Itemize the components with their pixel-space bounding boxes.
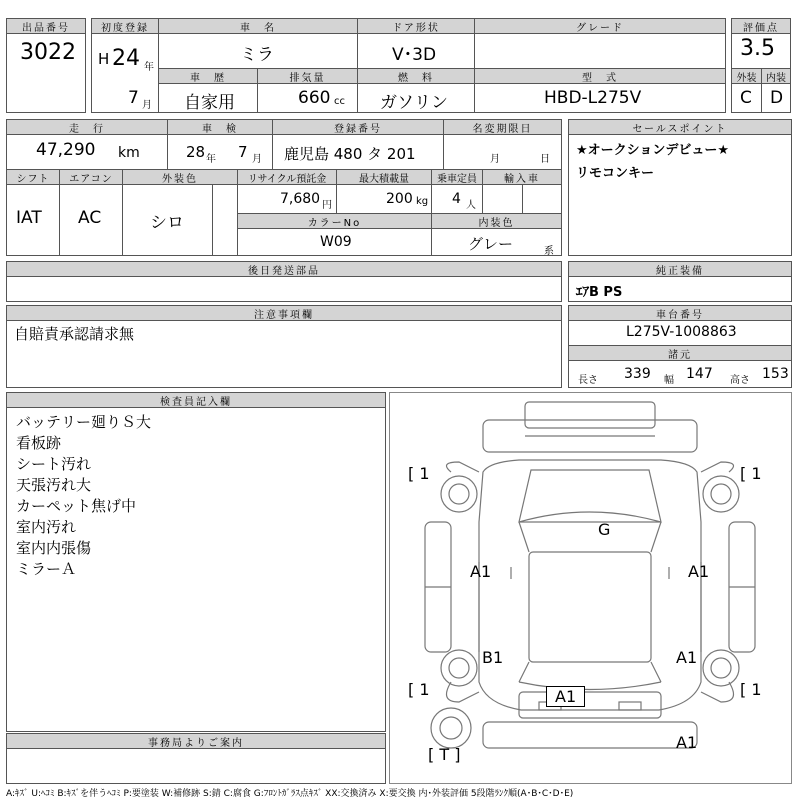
- max-load: 200: [386, 191, 413, 207]
- inspection-month: 7: [238, 143, 248, 161]
- inspector-note: 天張汚れ大: [16, 476, 92, 494]
- interior-grade-header: 内装: [761, 68, 791, 84]
- car-name: ミラ: [240, 45, 274, 65]
- inspector-note: シート汚れ: [16, 455, 92, 473]
- reg-year: 24: [112, 46, 140, 71]
- mark-left-rear: B1: [482, 648, 504, 667]
- later-parts-cell: [6, 276, 562, 302]
- grade-cell: [474, 33, 726, 69]
- displacement: 660: [298, 88, 331, 108]
- fuel: ガソリン: [380, 93, 448, 113]
- mark-rear-right: [ 1: [740, 680, 762, 699]
- inspector-note: カーペット焦げ中: [16, 497, 137, 515]
- height: 153: [762, 366, 789, 382]
- reg-month: 7: [128, 88, 139, 108]
- displacement-unit: cc: [334, 96, 345, 107]
- score: 3.5: [740, 36, 775, 61]
- width-label: 幅: [664, 375, 674, 386]
- deadline-day-unit: 日: [540, 154, 550, 165]
- interior-color-unit: 系: [544, 246, 554, 257]
- inspection-year-unit: 年: [206, 154, 216, 165]
- mark-right-door: A1: [688, 562, 710, 581]
- score-header: 評価点: [731, 18, 791, 34]
- car-name-header: 車 名: [158, 18, 358, 34]
- inspection-header: 車 検: [167, 119, 273, 135]
- lot-number: 3022: [20, 39, 76, 65]
- seats-header: 乗車定員: [431, 169, 483, 185]
- inspector-note: 室内内張傷: [16, 539, 92, 557]
- door-type: V･3D: [392, 45, 437, 65]
- inspector-note: ミラーＡ: [16, 560, 77, 578]
- mark-rear-left: [ 1: [408, 680, 430, 699]
- air-conditioner: AC: [78, 208, 102, 228]
- office-cell: [6, 748, 386, 784]
- later-parts-header: 後日発送部品: [6, 261, 562, 277]
- seats-unit: 人: [466, 200, 476, 211]
- recycle-fee: 7,680: [280, 191, 321, 207]
- color-number-header: カラーNo: [237, 213, 432, 229]
- color-header: 外装色: [122, 169, 238, 185]
- sales-point-line-1: ★オークションデビュー★: [576, 143, 730, 158]
- inspector-header: 検査員記入欄: [6, 392, 386, 408]
- inspector-notes-list: [16, 412, 151, 580]
- lot-number-header: 出品番号: [6, 18, 86, 34]
- mark-front-left: [ 1: [408, 464, 430, 483]
- import-divider: [522, 184, 523, 214]
- mark-rear-bumper-top: A1: [546, 686, 585, 707]
- plate-number: 鹿児島 480 タ 201: [284, 145, 416, 163]
- shift-header: シフト: [6, 169, 60, 185]
- recycle-unit: 円: [322, 200, 332, 211]
- first-registration-header: 初度登録: [91, 18, 159, 34]
- reg-month-unit: 月: [142, 100, 152, 111]
- model-header: 型 式: [474, 68, 726, 84]
- mark-right-rear: A1: [676, 648, 698, 667]
- fuel-header: 燃 料: [357, 68, 475, 84]
- deadline-month-unit: 月: [490, 154, 500, 165]
- max-load-header: 最大積載量: [336, 169, 432, 185]
- exterior-color: シロ: [150, 213, 184, 233]
- inspector-note: 室内汚れ: [16, 518, 77, 536]
- equipment: ｴｱB PS: [576, 285, 623, 300]
- interior-color: グレー: [468, 235, 514, 253]
- sales-point-header: セールスポイント: [568, 119, 792, 135]
- color-number: W09: [320, 234, 352, 250]
- office-header: 事務局よりご案内: [6, 733, 386, 749]
- plate-header: 登録番号: [272, 119, 444, 135]
- length-label: 長さ: [578, 375, 598, 386]
- door-header: ドア形状: [357, 18, 475, 34]
- inspector-note: 看板跡: [16, 434, 62, 452]
- mark-windshield: G: [598, 520, 611, 539]
- history: 自家用: [184, 93, 235, 113]
- height-label: 高さ: [730, 375, 750, 386]
- inspection-month-unit: 月: [252, 154, 262, 165]
- mileage-unit: km: [118, 145, 140, 161]
- notes-text: 自賠責承認請求無: [14, 325, 135, 343]
- legend: A:ｷｽﾞ U:ﾍｺﾐ B:ｷｽﾞを伴うﾍｺﾐ P:要塗装 W:補修跡 S:錆 C:腐食 G:ﾌﾛﾝﾄｶﾞﾗｽ点ｷｽﾞ XX:交換済み X:要交換 内･外装評価 5段階ﾗﾝｸ順(A･B･C･D･E): [6, 789, 574, 799]
- era: H: [98, 50, 110, 68]
- inspection-year: 28: [186, 143, 206, 161]
- grade-header: グレード: [474, 18, 726, 34]
- chassis-number: L275V-1008863: [626, 324, 737, 340]
- sales-point-line-2: リモコンキー: [576, 166, 655, 181]
- specs-header: 諸元: [568, 345, 792, 361]
- history-header: 車 歴: [158, 68, 258, 84]
- interior-color-header: 内装色: [431, 213, 562, 229]
- exterior-grade-header: 外装: [731, 68, 762, 84]
- deadline-header: 名変期限日: [443, 119, 562, 135]
- equipment-header: 純正装備: [568, 261, 792, 277]
- mark-front-right: [ 1: [740, 464, 762, 483]
- notes-header: 注意事項欄: [6, 305, 562, 321]
- mark-left-door: A1: [470, 562, 492, 581]
- color-divider: [212, 184, 213, 256]
- width: 147: [686, 366, 713, 382]
- displacement-header: 排気量: [257, 68, 358, 84]
- length: 339: [624, 366, 651, 382]
- chassis-header: 車台番号: [568, 305, 792, 321]
- max-load-unit: kg: [416, 196, 429, 207]
- mileage: 47,290: [36, 140, 96, 160]
- exterior-grade: C: [740, 88, 752, 108]
- specs-cell: [568, 360, 792, 388]
- mark-spare-tire: [ T ]: [428, 745, 461, 764]
- mileage-header: 走 行: [6, 119, 168, 135]
- reg-year-unit: 年: [144, 62, 154, 73]
- inspector-note: バッテリー廻りＳ大: [16, 413, 152, 431]
- interior-grade: D: [770, 88, 784, 108]
- shift: IAT: [16, 208, 42, 228]
- mark-rear-bumper: A1: [676, 733, 698, 752]
- model-code: HBD-L275V: [544, 88, 642, 108]
- car-damage-diagram: [389, 392, 792, 784]
- recycle-header: リサイクル預託金: [237, 169, 337, 185]
- import-header: 輸入車: [482, 169, 562, 185]
- ac-header: エアコン: [59, 169, 123, 185]
- seats: 4: [452, 191, 461, 207]
